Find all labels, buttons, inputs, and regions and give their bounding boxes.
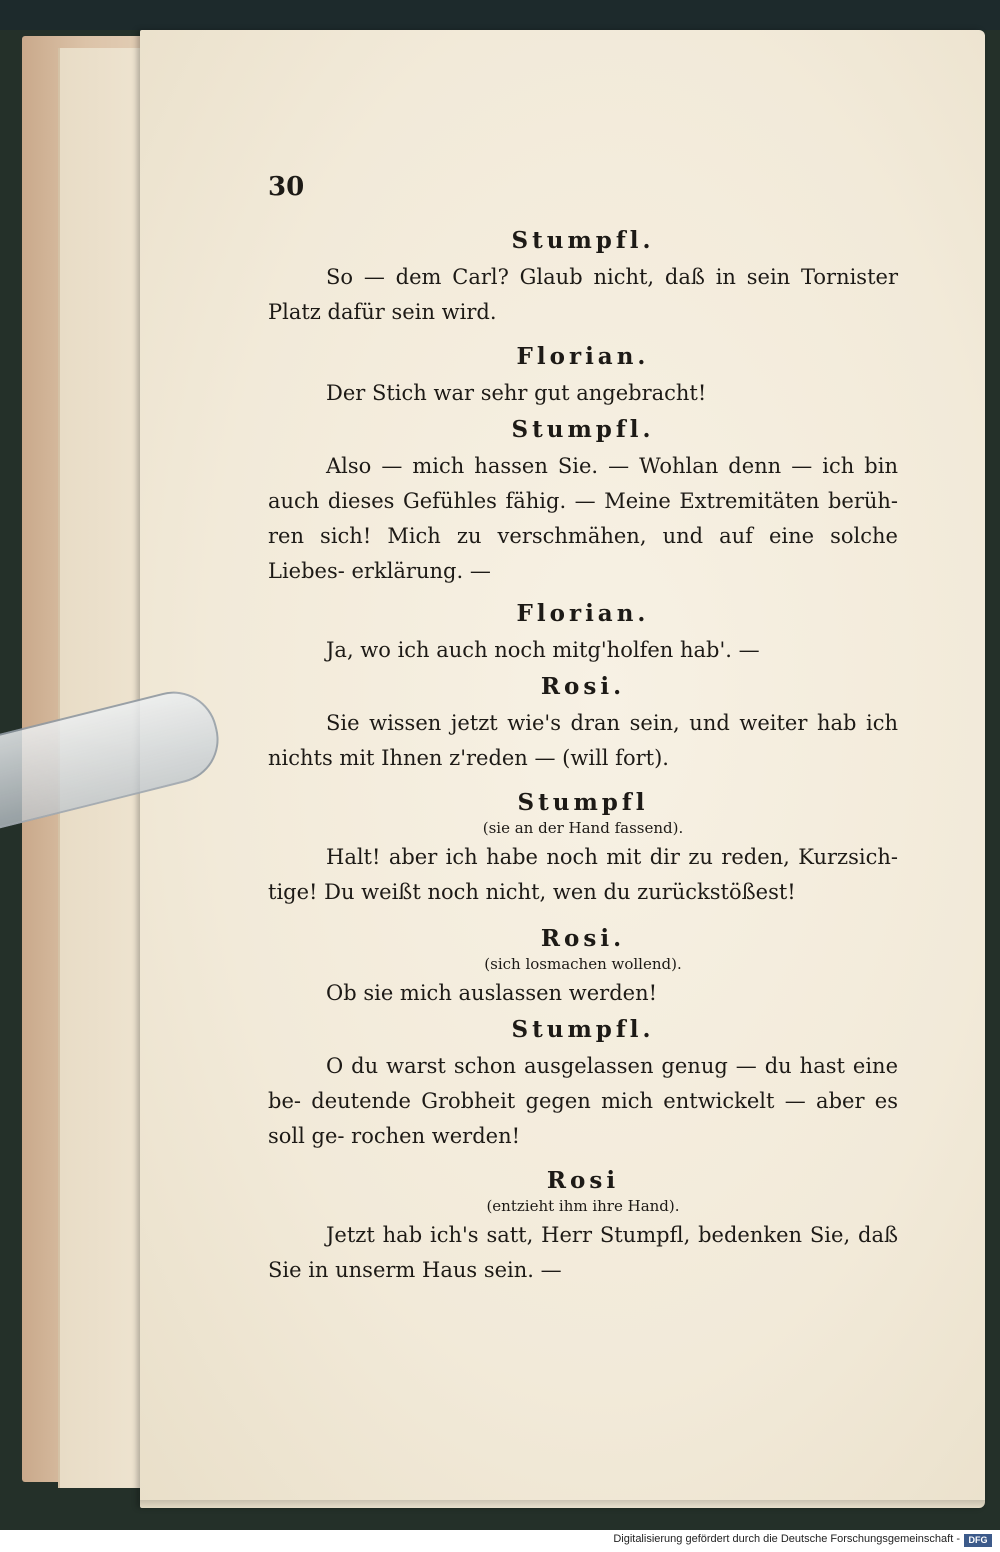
- speaker-name: Stumpfl: [517, 789, 649, 816]
- dialogue-text: Sie wissen jetzt wie's dran sein, und weiter hab ich nichts mit Ihnen z'reden — (will fort).: [268, 711, 898, 770]
- speaker-name: Rosi.: [540, 673, 626, 700]
- dialogue-text: Ja, wo ich auch noch mitg'holfen hab'. —: [326, 638, 760, 662]
- dfg-logo: DFG: [964, 1534, 992, 1547]
- top-spacer: [268, 170, 898, 222]
- dialogue-text: Halt! aber ich habe noch mit dir zu reden, Kurzsich- tige! Du weißt noch nicht, wen du zurückstößest!: [268, 845, 898, 904]
- page-text: [268, 170, 898, 1288]
- stage-direction: (sich losmachen wollend).: [484, 955, 682, 973]
- dialogue-text: So — dem Carl? Glaub nicht, daß in sein Tornister Platz dafür sein wird.: [268, 265, 898, 324]
- dialogue-text: Jetzt hab ich's satt, Herr Stumpfl, bedenken Sie, daß Sie in unserm Haus sein. —: [268, 1223, 898, 1282]
- dialogue-text: Also — mich hassen Sie. — Wohlan denn — ich bin auch dieses Gefühles fähig. — Meine Extremitäten berüh- ren sich! Mich zu verschmähen, und auf eine solche Liebes- erklärung. —: [268, 454, 898, 583]
- page-number: 30: [268, 172, 305, 202]
- scan-background: [0, 0, 1000, 30]
- speaker-name: Florian.: [516, 600, 650, 627]
- speaker-name: Stumpfl.: [511, 227, 655, 254]
- stage-direction: (entzieht ihm ihre Hand).: [486, 1197, 680, 1215]
- page-shadow: [140, 1500, 985, 1510]
- footer-credit: Digitalisierung gefördert durch die Deutsche Forschungsgemeinschaft -: [613, 1533, 960, 1545]
- speaker-name: Florian.: [516, 343, 650, 370]
- speaker-name: Rosi.: [540, 925, 626, 952]
- dialogue-text: Der Stich war sehr gut angebracht!: [326, 381, 707, 405]
- stage-direction: (sie an der Hand fassend).: [482, 819, 684, 837]
- speaker-name: Stumpfl.: [511, 1016, 655, 1043]
- speaker-name: Stumpfl.: [511, 416, 655, 443]
- dialogue-text: Ob sie mich auslassen werden!: [326, 981, 658, 1005]
- speaker-name: Rosi: [546, 1167, 620, 1194]
- dialogue-text: O du warst schon ausgelassen genug — du hast eine be- deutende Grobheit gegen mich entwickelt — aber es soll ge- rochen werden!: [268, 1054, 898, 1148]
